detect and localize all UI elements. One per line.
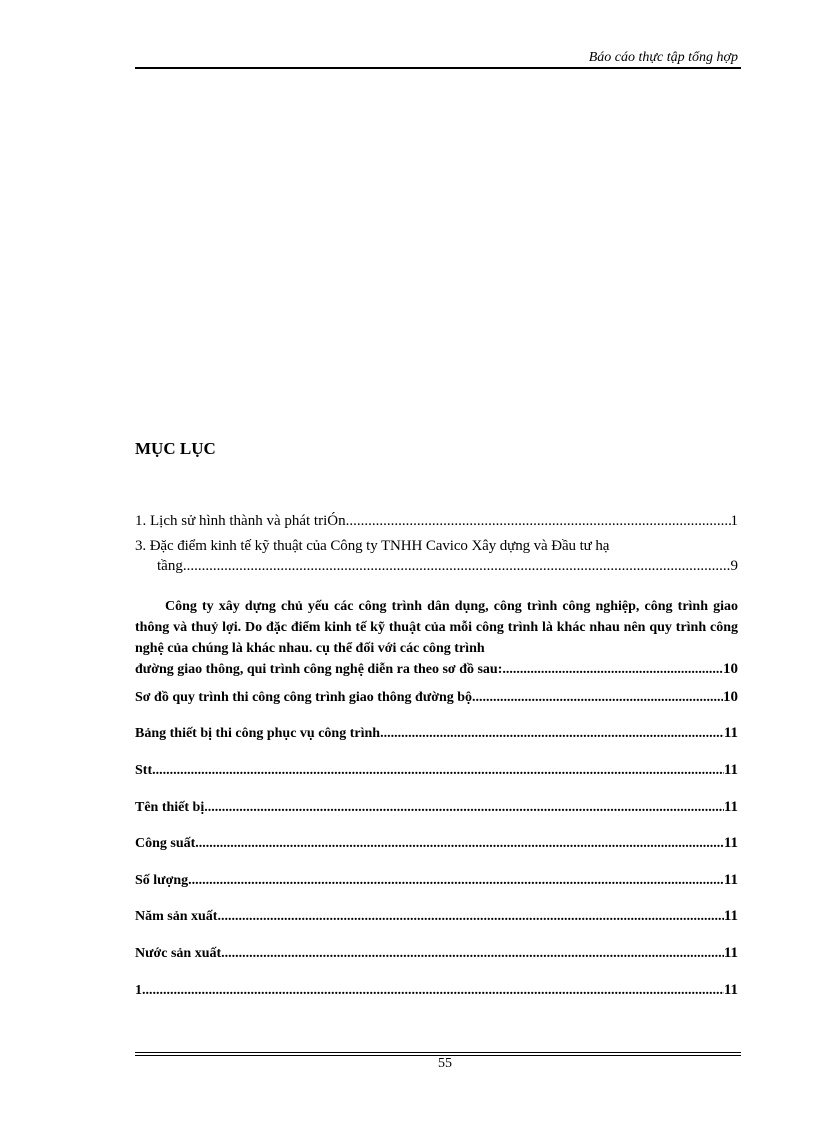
- dot-leader: [152, 763, 724, 779]
- dot-leader: [380, 726, 724, 742]
- toc-entry-label: Stt: [135, 763, 153, 778]
- toc-page-number: 11: [723, 762, 738, 778]
- toc-entry[interactable]: [135, 982, 738, 999]
- toc-page-number: 11: [723, 908, 738, 924]
- toc-page-number: 1: [730, 513, 738, 529]
- dot-leader: [502, 659, 723, 680]
- dot-leader: [472, 690, 723, 706]
- toc-entry-label: Công suất: [135, 836, 196, 851]
- dot-leader: [195, 836, 724, 852]
- toc-page-number: 11: [723, 982, 738, 998]
- toc-page-number: 11: [723, 872, 738, 888]
- toc-entry-label: Sơ đồ quy trình thi công công trình giao thông đường bộ: [135, 690, 473, 705]
- toc-entry-label: Năm sản xuất: [135, 909, 218, 924]
- header-rule: [135, 67, 741, 69]
- toc-entry-paragraph[interactable]: [135, 596, 738, 680]
- toc-entry[interactable]: [135, 762, 738, 779]
- dot-leader: [183, 558, 731, 575]
- toc-entry-label: Số lượng: [135, 873, 189, 888]
- toc-entry[interactable]: [135, 908, 738, 925]
- toc-paragraph-text: Công ty xây dựng chủ yếu các công trình dân dụng, công trình công nghiệp, công trình giao thông và thuỷ lợi. Do đặc điểm kinh tế kỹ thuật của mỗi công trình là khác nhau nên quy trình công nghệ của chúng là khác nhau. cụ thể đối với các công trình: [135, 599, 738, 656]
- toc-page-number: 11: [723, 835, 738, 851]
- toc-entry-label: Tên thiết bị: [135, 800, 205, 815]
- toc-page-number: 10: [723, 661, 738, 677]
- page-number: 55: [438, 1056, 452, 1071]
- dot-leader: [217, 909, 723, 925]
- toc-entry[interactable]: [135, 799, 738, 816]
- toc-title: MỤC LỤC: [135, 439, 216, 458]
- dot-leader: [204, 800, 724, 816]
- toc-entry[interactable]: [135, 725, 738, 742]
- dot-leader: [188, 873, 724, 889]
- toc-entry[interactable]: [135, 689, 738, 706]
- toc-entry[interactable]: [135, 945, 738, 962]
- toc-page-number: 11: [723, 945, 738, 961]
- toc-entry-label: 1: [135, 983, 142, 998]
- toc-entry[interactable]: [135, 835, 738, 852]
- toc-entry-label: 3. Đặc điểm kinh tế kỹ thuật của Công ty TNHH Cavico Xây dựng và Đầu tư hạ: [135, 538, 610, 554]
- toc-page-number: 10: [723, 689, 738, 705]
- toc-entry-label: đường giao thông, qui trình công nghệ diễn ra theo sơ đồ sau:: [135, 662, 503, 677]
- running-header: Báo cáo thực tập tổng hợp: [588, 50, 738, 65]
- toc-entry-label-cont: tầng: [157, 558, 183, 574]
- toc-entry-label: Bảng thiết bị thi công phục vụ công trình: [135, 726, 381, 741]
- toc-entry-label: 1. Lịch sử hình thành và phát triÓn: [135, 513, 346, 529]
- toc-page-number: 11: [723, 799, 738, 815]
- toc-page-number: 9: [730, 558, 738, 574]
- toc-entry-3[interactable]: [135, 538, 738, 575]
- dot-leader: [346, 513, 731, 530]
- footer-rule: [135, 1052, 741, 1053]
- dot-leader: [142, 983, 724, 999]
- toc-entry-label: Nước sản xuất: [135, 946, 222, 961]
- dot-leader: [221, 946, 724, 962]
- toc-page-number: 11: [723, 725, 738, 741]
- toc-entry[interactable]: [135, 872, 738, 889]
- toc-entry-1[interactable]: [135, 513, 738, 530]
